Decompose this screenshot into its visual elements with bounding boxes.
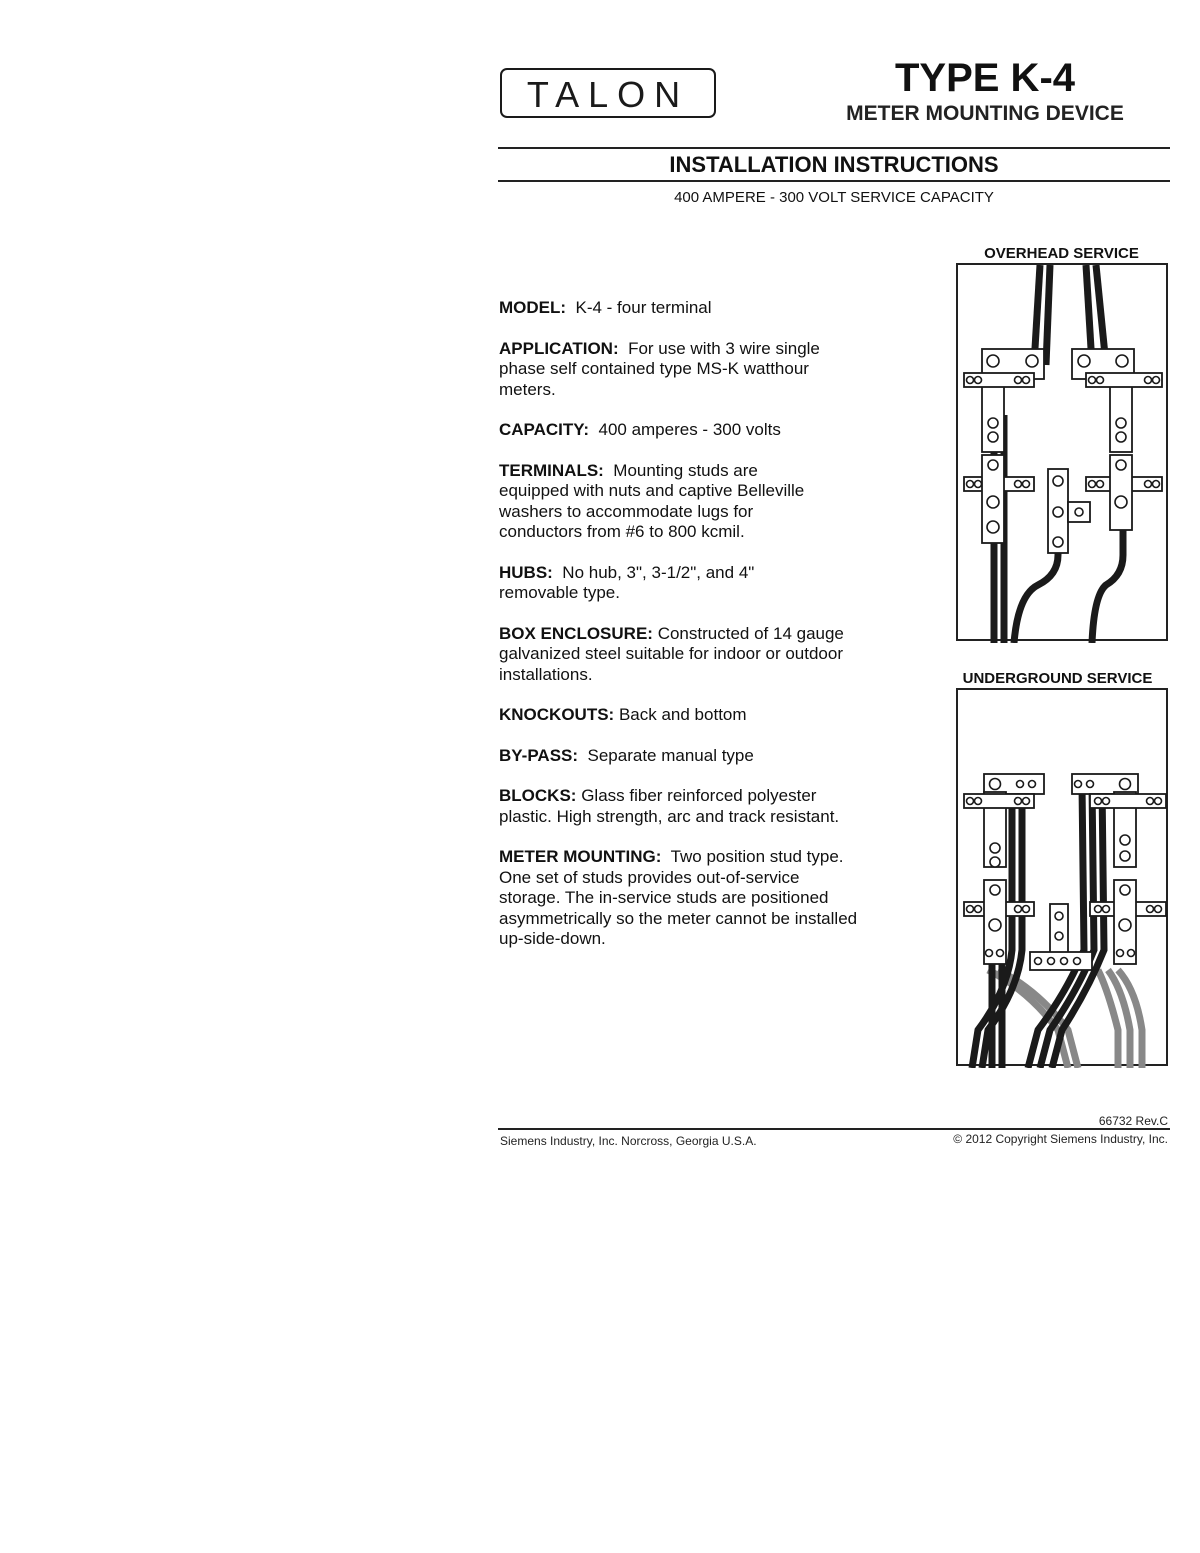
doc-number: 66732 Rev.C xyxy=(1098,1114,1168,1128)
spec-list xyxy=(499,298,879,970)
header-bottom-rule xyxy=(498,180,1170,182)
underground-service-label: UNDERGROUND SERVICE xyxy=(962,670,1153,687)
section-title: INSTALLATION INSTRUCTIONS xyxy=(669,152,999,177)
spec-box-enclosure xyxy=(499,624,869,686)
spec-label: CAPACITY: xyxy=(499,420,590,439)
underground-wiring-drawing xyxy=(958,690,1170,1068)
spec-blocks xyxy=(499,786,864,827)
spec-hubs xyxy=(499,563,789,604)
spec-model xyxy=(499,298,879,319)
spec-terminals xyxy=(499,461,829,543)
spec-knockouts xyxy=(499,705,879,726)
spec-text: No hub, 3", 3-1/2", and 4" removable type. xyxy=(499,562,755,602)
footer-copyright: © 2012 Copyright Siemens Industry, Inc. xyxy=(953,1132,1168,1146)
spec-text: Two position stud type. One set of studs provides out-of-service storage. The in-service studs are positioned asymmetrically so the meter cannot be installed up-side-down. xyxy=(499,847,858,948)
spec-label: BY-PASS: xyxy=(499,745,579,765)
footer-rule xyxy=(498,1128,1170,1130)
overhead-service-label: OVERHEAD SERVICE xyxy=(984,245,1139,262)
spec-text: Mounting studs are equipped with nuts and captive Belleville washers to accommodate lugs for conductors from #6 to 800 kcmil. xyxy=(499,460,805,541)
spec-label: TERMINALS: xyxy=(499,460,604,480)
logo-text: TALON xyxy=(526,74,690,115)
spec-text: Separate manual type xyxy=(587,745,754,765)
spec-text: Constructed of 14 gauge galvanized steel suitable for indoor or outdoor installations. xyxy=(499,623,844,684)
overhead-wiring-drawing xyxy=(958,265,1170,643)
footer-company: Siemens Industry, Inc. Norcross, Georgia U.S.A. xyxy=(500,1134,757,1148)
spec-text: For use with 3 wire single phase self contained type MS-K watthour meters. xyxy=(499,338,820,399)
spec-label: BLOCKS: xyxy=(499,786,577,805)
spec-label: BOX ENCLOSURE: xyxy=(499,623,653,643)
spec-bypass xyxy=(499,746,879,767)
spec-text: 400 amperes - 300 volts xyxy=(598,420,781,439)
device-subtitle: METER MOUNTING DEVICE xyxy=(846,102,1124,125)
spec-capacity xyxy=(499,420,879,441)
overhead-service-diagram xyxy=(956,263,1168,641)
spec-text: K-4 - four terminal xyxy=(575,298,712,317)
spec-text: Back and bottom xyxy=(618,705,747,724)
capacity-line: 400 AMPERE - 300 VOLT SERVICE CAPACITY xyxy=(674,189,994,206)
spec-label: KNOCKOUTS: xyxy=(499,705,615,724)
spec-label: METER MOUNTING: xyxy=(499,847,662,866)
spec-application xyxy=(499,339,839,401)
underground-service-diagram xyxy=(956,688,1168,1066)
talon-logo xyxy=(500,68,716,118)
spec-meter-mounting xyxy=(499,847,864,950)
type-title: TYPE K-4 xyxy=(894,56,1076,100)
spec-text: Glass fiber reinforced polyester plastic. High strength, arc and track resistant. xyxy=(499,786,840,826)
spec-label: HUBS: xyxy=(499,562,553,582)
header-top-rule xyxy=(498,147,1170,149)
spec-label: MODEL: xyxy=(499,298,567,317)
spec-label: APPLICATION: xyxy=(499,338,619,358)
